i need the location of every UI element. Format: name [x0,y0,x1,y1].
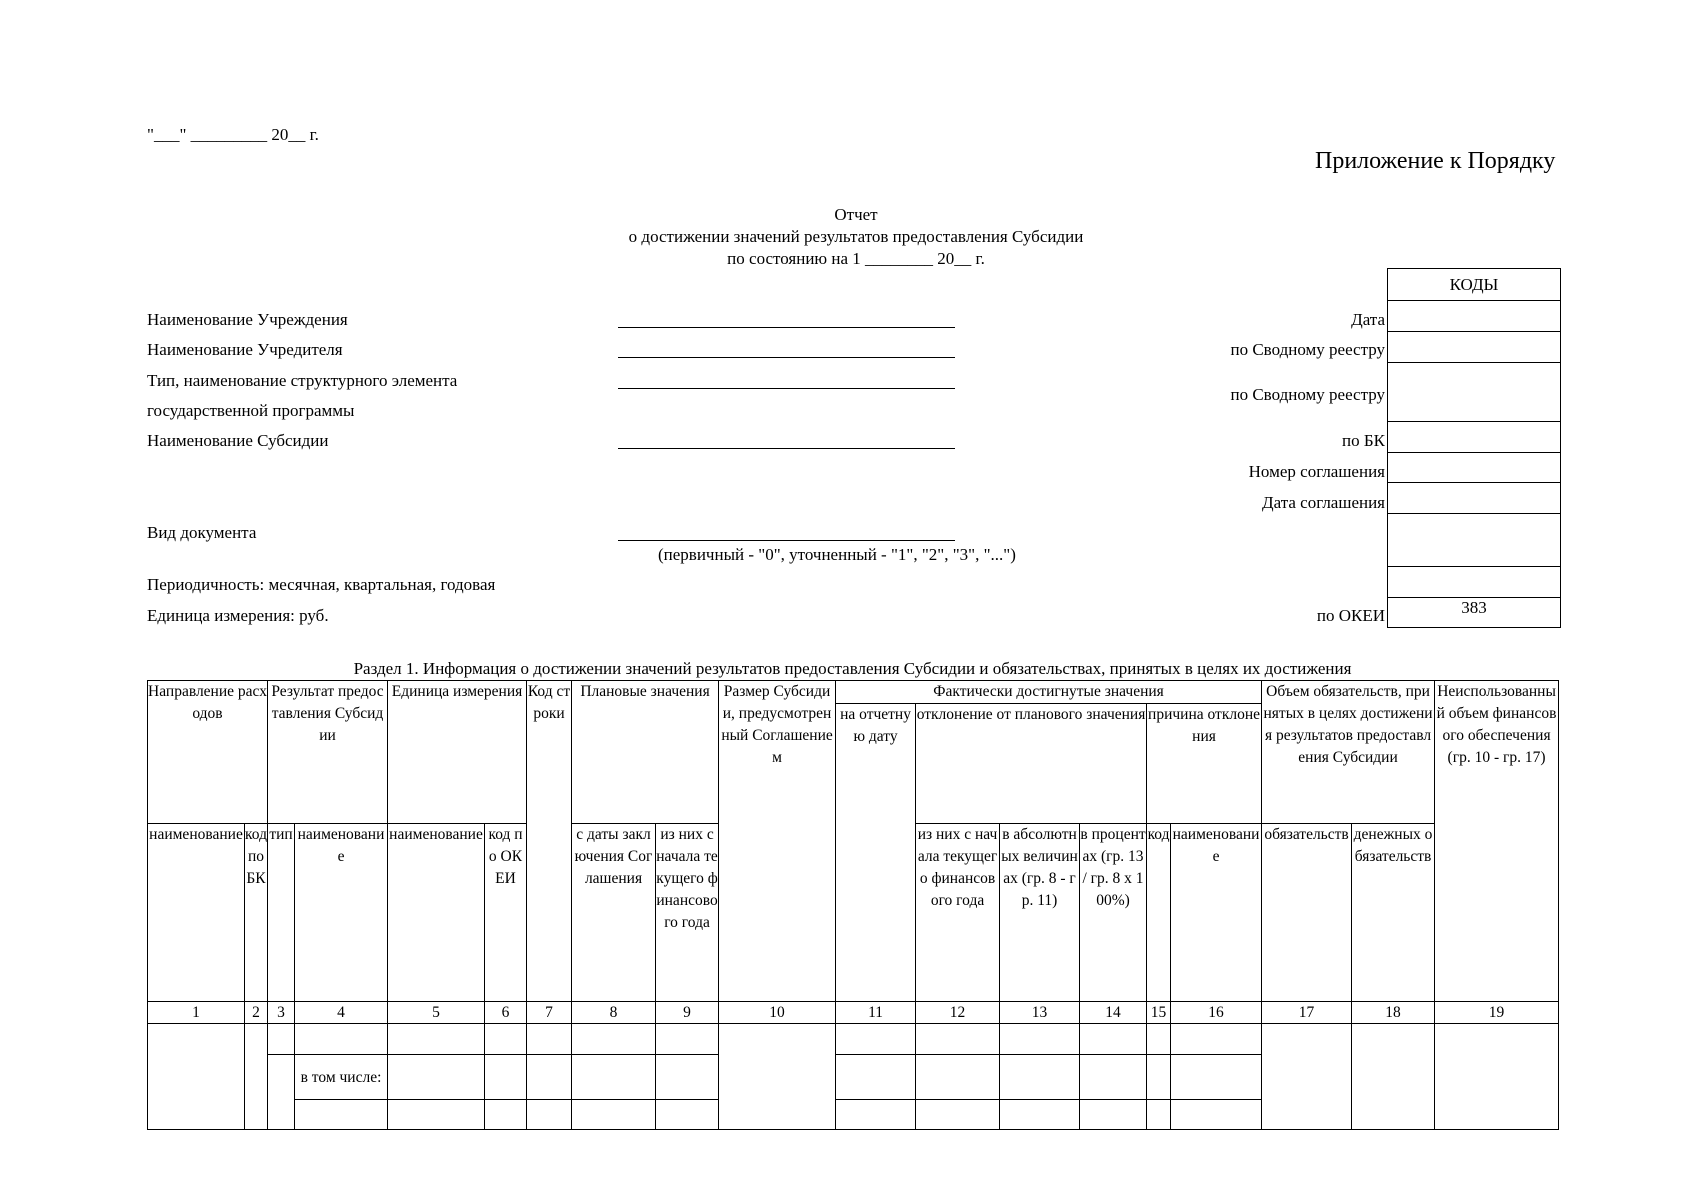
subheader-planned-since-agreement: с даты заключения Соглашения [572,824,656,1002]
data-cell[interactable] [916,1024,1000,1055]
data-cell[interactable] [1352,1024,1435,1130]
data-cell[interactable] [295,1100,388,1130]
subheader-unit-name: наименование [388,824,485,1002]
report-subtitle: о достижении значений результатов предоставления Субсидии [628,227,1084,246]
header-result: Результат предоставления Субсидии [268,681,388,824]
data-cell[interactable] [1000,1024,1080,1055]
subheader-deviation-percent: в процентах (гр. 13 / гр. 8 x 100%) [1080,824,1147,1002]
field-institution-line[interactable] [618,327,955,328]
codes-header: КОДЫ [1388,269,1561,301]
header-actual: Фактически достигнутые значения [836,681,1262,704]
code-registry-label: по Сводному реестру [1230,340,1385,359]
code-okei-label: по ОКЕИ [1316,606,1385,625]
data-cell[interactable] [245,1024,268,1130]
periodicity-code-cell[interactable] [1388,567,1561,598]
data-cell[interactable] [1000,1055,1080,1100]
data-cell[interactable] [1080,1055,1147,1100]
col-number: 1 [148,1002,245,1024]
code-registry-cell[interactable] [1388,332,1561,363]
data-cell[interactable] [1262,1024,1352,1130]
header-on-date: на отчетную дату [836,704,916,1002]
header-planned: Плановые значения [572,681,719,824]
col-number: 6 [485,1002,527,1024]
header-deviation: отклонение от планового значения [916,704,1147,824]
col-number: 12 [916,1002,1000,1024]
data-cell[interactable] [1080,1100,1147,1130]
col-number: 5 [388,1002,485,1024]
subheader-direction-bk-code: код по БК [245,824,268,1002]
col-number: 17 [1262,1002,1352,1024]
col-number: 16 [1171,1002,1262,1024]
code-registry-cell-2[interactable] [1388,363,1561,422]
header-line-code: Код строки [527,681,572,1002]
col-number: 2 [245,1002,268,1024]
report-date-placeholder: "___" _________ 20__ г. [147,125,319,144]
data-cell[interactable] [656,1055,719,1100]
data-cell[interactable] [916,1100,1000,1130]
col-number: 7 [527,1002,572,1024]
okei-code-cell[interactable]: 383 [1388,598,1561,628]
col-number: 13 [1000,1002,1080,1024]
data-cell[interactable] [485,1024,527,1055]
col-number: 9 [656,1002,719,1024]
col-number: 3 [268,1002,295,1024]
data-cell[interactable] [1171,1055,1262,1100]
field-program-label-2: государственной программы [147,401,355,420]
header-unit: Единица измерения [388,681,527,824]
data-cell[interactable] [572,1055,656,1100]
col-number: 8 [572,1002,656,1024]
report-as-of-date: по состоянию на 1 ________ 20__ г. [727,249,985,268]
code-registry-label-2: по Сводному реестру [1230,385,1385,404]
code-date-cell[interactable] [1388,301,1561,332]
codes-box [1387,268,1561,628]
data-cell[interactable] [527,1024,572,1055]
unit-label: Единица измерения: руб. [147,606,329,625]
agreement-number-cell[interactable] [1388,453,1561,483]
data-cell[interactable] [836,1100,916,1130]
doc-type-code-cell[interactable] [1388,514,1561,567]
data-cell[interactable] [527,1055,572,1100]
subheader-reason-name: наименование [1171,824,1262,1002]
code-bk-label: по БК [1342,431,1385,450]
col-number: 15 [1147,1002,1171,1024]
data-cell[interactable] [1000,1100,1080,1130]
agreement-date-label: Дата соглашения [1262,493,1385,512]
data-cell[interactable] [836,1024,916,1055]
including-label: в том числе: [295,1055,388,1100]
agreement-number-label: Номер соглашения [1248,462,1385,481]
subheader-unit-okei-code: код по ОКЕИ [485,824,527,1002]
field-institution-label: Наименование Учреждения [147,310,348,329]
subheader-direction-name: наименование [148,824,245,1002]
data-cell[interactable] [719,1024,836,1130]
header-reason: причина отклонения [1147,704,1262,824]
field-subsidy-line[interactable] [618,448,955,449]
field-program-label: Тип, наименование структурного элемента [147,371,458,390]
periodicity-label: Периодичность: месячная, квартальная, годовая [147,575,496,594]
field-founder-line[interactable] [618,357,955,358]
subheader-obligations: обязательств [1262,824,1352,1002]
col-number: 10 [719,1002,836,1024]
field-doc-type-label: Вид документа [147,523,257,542]
data-cell[interactable] [1080,1024,1147,1055]
subheader-deviation-absolute: в абсолютных величинах (гр. 8 - гр. 11) [1000,824,1080,1002]
data-cell[interactable] [1435,1024,1559,1130]
header-direction: Направление расходов [148,681,268,824]
col-number: 18 [1352,1002,1435,1024]
code-date-label: Дата [1351,310,1385,329]
data-cell[interactable] [485,1100,527,1130]
col-number: 19 [1435,1002,1559,1024]
data-cell[interactable] [572,1100,656,1130]
header-subsidy-size: Размер Субсидии, предусмотренный Соглашением [719,681,836,1002]
col-number: 14 [1080,1002,1147,1024]
subheader-planned-current-year: из них с начала текущего финансового года [656,824,719,1002]
data-cell[interactable] [148,1024,245,1130]
field-subsidy-label: Наименование Субсидии [147,431,329,450]
annex-label: Приложение к Порядку [1315,148,1556,174]
field-doc-type-line[interactable] [618,540,955,541]
subheader-actual-current-year: из них с начала текущего финансового года [916,824,1000,1002]
achievement-table [147,680,1559,1130]
field-program-line[interactable] [618,388,955,389]
subheader-result-type: тип [268,824,295,1002]
subheader-monetary-obligations: денежных обязательств [1352,824,1435,1002]
subheader-reason-code: код [1147,824,1171,1002]
agreement-date-cell[interactable] [1388,483,1561,514]
data-cell[interactable] [295,1024,388,1055]
data-cell[interactable] [388,1055,485,1100]
data-cell[interactable] [1147,1100,1171,1130]
data-cell[interactable] [527,1100,572,1130]
data-cell[interactable] [268,1055,295,1130]
data-cell[interactable] [485,1055,527,1100]
col-number: 11 [836,1002,916,1024]
data-cell[interactable] [916,1055,1000,1100]
data-cell[interactable] [836,1055,916,1100]
data-cell[interactable] [1147,1024,1171,1055]
data-cell[interactable] [656,1024,719,1055]
data-cell[interactable] [572,1024,656,1055]
header-obligations: Объем обязательств, принятых в целях достижения результатов предоставления Субсидии [1262,681,1435,824]
data-cell[interactable] [268,1024,295,1055]
field-doc-type-hint: (первичный - "0", уточненный - "1", "2", "3", "...") [658,545,1016,564]
subheader-result-name: наименование [295,824,388,1002]
data-cell[interactable] [1171,1024,1262,1055]
report-title: Отчет [834,205,878,224]
section1-title: Раздел 1. Информация о достижении значений результатов предоставления Субсидии и обязательствах, принятых в целях их достижения [353,659,1352,678]
data-cell[interactable] [656,1100,719,1130]
header-unused: Неиспользованный объем финансового обеспечения (гр. 10 - гр. 17) [1435,681,1559,1002]
col-number: 4 [295,1002,388,1024]
code-bk-cell[interactable] [1388,422,1561,453]
data-cell[interactable] [388,1100,485,1130]
data-cell[interactable] [1147,1055,1171,1100]
data-cell[interactable] [1171,1100,1262,1130]
field-founder-label: Наименование Учредителя [147,340,343,359]
data-cell[interactable] [388,1024,485,1055]
